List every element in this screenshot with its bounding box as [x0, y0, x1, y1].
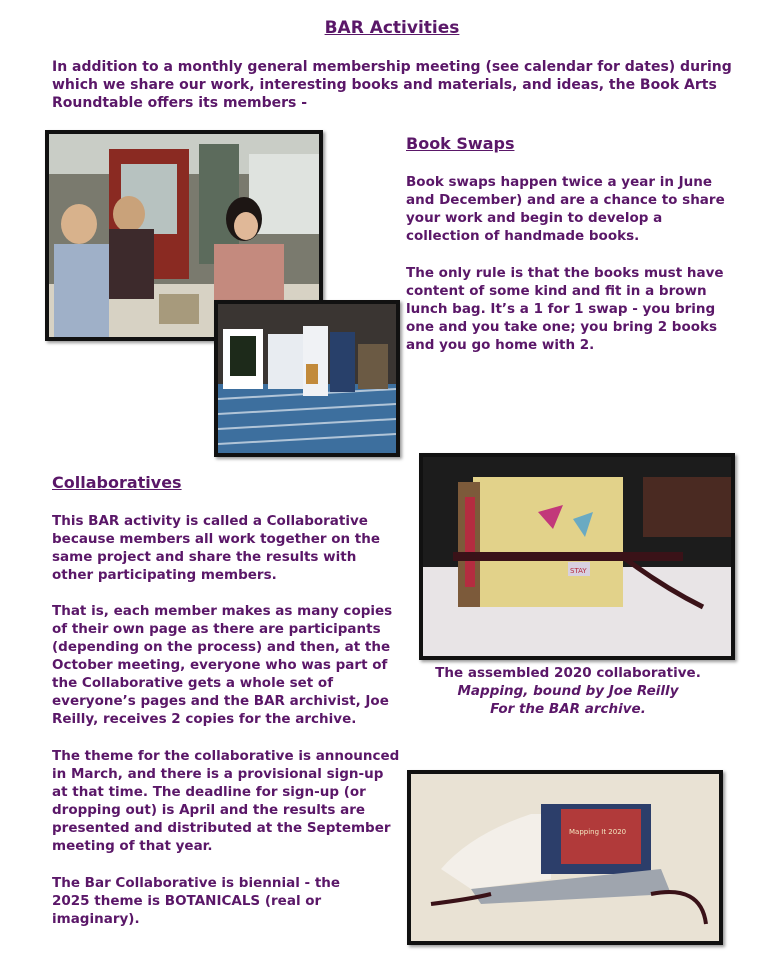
collaboratives-heading: Collaboratives [52, 473, 182, 492]
collaboratives-paragraph-4: The Bar Collaborative is biennial - the 2025 theme is BOTANICALS (real or imaginary). [52, 875, 341, 927]
photo-sticker-text: STAY [570, 567, 587, 575]
collaboratives-paragraph-3: The theme for the collaborative is announced in March, and there is a provisional sign-up at that time. The deadline for sign-up (or dropping out) is April and the results are presented and distributed at the September meeting of that year. [52, 748, 400, 854]
collaboratives-paragraph-2: That is, each member makes as many copies of their own page as there are participants (depending on the process) and then, at the October meeting, everyone who was part of the Collaborative gets a whole set of everyone’s pages and the BAR archivist, Joe Reilly, receives 2 copies for the archive. [52, 603, 393, 727]
photo-spine-text: Mapping It 2020 [569, 828, 627, 836]
book-swaps-paragraph-1: Book swaps happen twice a year in June and December) and are a chance to share your work and begin to develop a collection of handmade books. [406, 174, 725, 244]
caption-line-3: For the BAR archive. [490, 701, 646, 717]
photo-caption [418, 664, 718, 718]
photo-book-display [214, 300, 400, 457]
book-swaps-paragraph-2: The only rule is that the books must have content of some kind and fit in a brown lunch bag. It’s a 1 for 1 swap - you bring one and you take one; you bring 2 books and you go home with 2. [406, 265, 724, 353]
book-swaps-heading: Book Swaps [406, 134, 515, 153]
collaboratives-paragraph-1: This BAR activity is called a Collaborative because members all work together on the same project and share the results with other participating members. [52, 513, 381, 583]
photo-collaborative-book [419, 453, 735, 660]
caption-line-1: The assembled 2020 collaborative. [435, 665, 701, 681]
page-title: BAR Activities [324, 18, 460, 38]
caption-line-2: Mapping, bound by Joe Reilly [457, 683, 679, 699]
intro-paragraph: In addition to a monthly general membership meeting (see calendar for dates) during which we share our work, interesting books and materials, and ideas, the Book Arts Roundtable offers its members - [52, 59, 732, 111]
photo-open-book [407, 770, 723, 945]
